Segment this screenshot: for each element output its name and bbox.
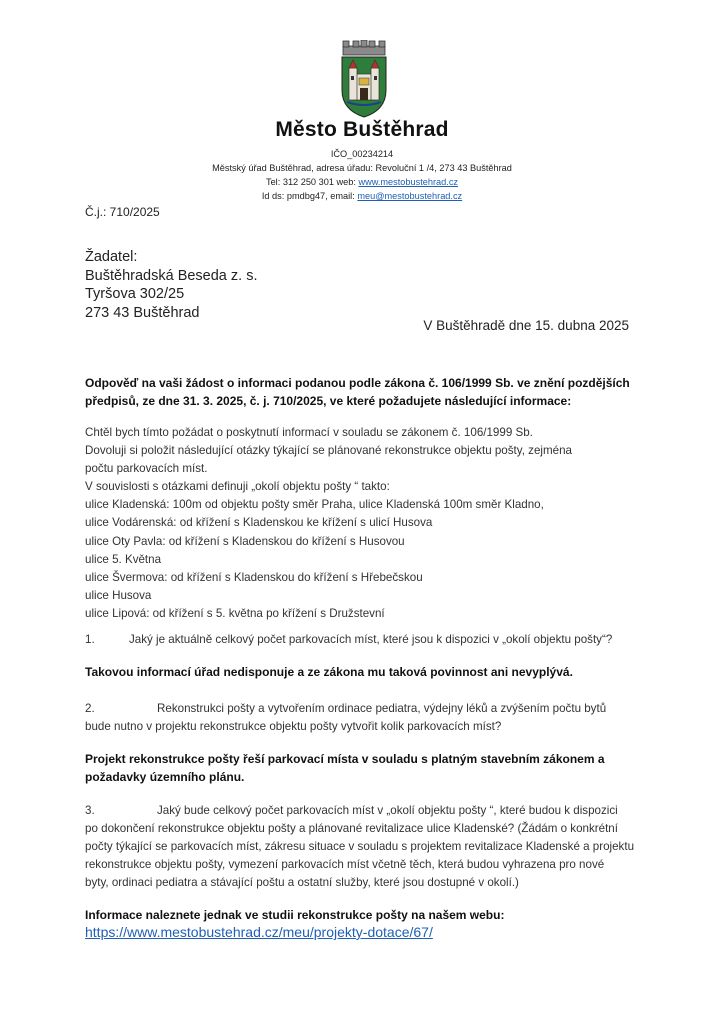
- applicant-city: 273 43 Buštěhrad: [85, 304, 200, 321]
- city-crest: [337, 40, 391, 118]
- question-text-cont: po dokončení rekonstrukce objektu pošty a plánované revitalizace ulice Kladenské? (Žádám o konkrétní: [85, 822, 618, 836]
- answer-2: Projekt rekonstrukce pošty řeší parkovací místa v souladu s platným stavebním zákonem a požadavky územního plánu.: [85, 752, 605, 784]
- request-line: počtu parkovacích míst.: [85, 462, 208, 476]
- intro-paragraph: Odpověď na vaši žádost o informaci podanou podle zákona č. 106/1999 Sb. ve znění pozdějších předpisů, ze dne 31. 3. 2025, č. j. 710/2025, ve které požadujete následující informace:: [85, 376, 630, 408]
- question-number: 3.: [85, 804, 95, 817]
- request-text: [85, 424, 645, 623]
- question-text: Rekonstrukci pošty a vytvořením ordinace pediatra, výdejny léků a zvýšením počtu bytů: [157, 702, 607, 715]
- applicant-block: [85, 248, 258, 322]
- question-number: 1.: [85, 633, 95, 646]
- databox-text: Id ds: pmdbg47, email:: [261, 191, 358, 201]
- answer-1: Takovou informací úřad nedisponuje a ze zákona mu taková povinnost ani nevyplývá.: [85, 665, 573, 679]
- applicant-name: Buštěhradská Beseda z. s.: [85, 267, 258, 284]
- email-link[interactable]: meu@mestobustehrad.cz: [357, 191, 463, 201]
- request-line: ulice 5. Května: [85, 552, 162, 566]
- phone-text: Tel: 312 250 301 web:: [265, 177, 359, 187]
- office-address: Městský úřad Buštěhrad, adresa úřadu: Revoluční 1 /4, 273 43 Buštěhrad: [212, 163, 512, 173]
- city-name: Město Buštěhrad: [275, 118, 449, 141]
- request-line: Dovoluji si položit následující otázky týkající se plánované rekonstrukce objektu pošty, zejména: [85, 444, 572, 458]
- contact-line-phone: [0, 176, 724, 188]
- question-3: [85, 802, 645, 892]
- question-number: 2.: [85, 702, 95, 715]
- request-line: ulice Oty Pavla: od křížení s Kladenskou do křížení s Husovou: [85, 534, 405, 548]
- request-line: ulice Lipová: od křížení s 5. května po křížení s Družstevní: [85, 606, 385, 620]
- request-line: ulice Švermova: od křížení s Kladenskou do křížení s Hřebečskou: [85, 570, 423, 584]
- question-text: Jaký je aktuálně celkový počet parkovacích míst, které jsou k dispozici v „okolí objektu pošty“?: [129, 633, 613, 646]
- request-line: ulice Kladenská: 100m od objektu pošty směr Praha, ulice Kladenská 100m směr Kladno,: [85, 498, 544, 512]
- project-study-link[interactable]: https://www.mestobustehrad.cz/meu/projekty-dotace/67/: [85, 924, 433, 940]
- reference-number: Č.j.: 710/2025: [85, 205, 160, 219]
- question-text-cont: byty, ordinaci pediatra a stávající poštu a ostatní služby, které jsou dostupné v okolí.): [85, 876, 519, 890]
- question-text: Jaký bude celkový počet parkovacích míst v „okolí objektu pošty “, které budou k dispozici: [157, 804, 618, 817]
- request-line: ulice Husova: [85, 588, 152, 602]
- ico-number: IČO_00234214: [330, 149, 394, 159]
- request-line: Chtěl bych tímto požádat o poskytnutí informací v souladu se zákonem č. 106/1999 Sb.: [85, 426, 533, 439]
- question-text-cont: počty týkající se parkovacích míst, zákresu situace v souladu s projektem revitalizace Kladenské a projektu: [85, 840, 635, 854]
- request-line: ulice Vodárenská: od křížení s Kladenskou ke křížení s ulicí Husova: [85, 516, 433, 530]
- question-1: [85, 631, 645, 649]
- request-line: V souvislosti s otázkami definuji „okolí objektu pošty “ takto:: [85, 480, 390, 494]
- contact-line-email: [0, 190, 724, 202]
- applicant-street: Tyršova 302/25: [85, 286, 185, 302]
- answer-3: Informace naleznete jednak ve studii rekonstrukce pošty na našem webu:: [85, 908, 505, 922]
- question-text-cont: bude nutno v projektu rekonstrukce objektu pošty vytvořit kolik parkovacích míst?: [85, 720, 502, 734]
- date-line: V Buštěhradě dne 15. dubna 2025: [423, 318, 629, 333]
- applicant-label: Žadatel:: [85, 249, 138, 265]
- web-link[interactable]: www.mestobustehrad.cz: [358, 177, 459, 187]
- question-text-cont: rekonstrukce objektu pošty, vymezení parkovacích míst včetně těch, která budou vyhrazena pro nové: [85, 858, 605, 872]
- question-2: [85, 700, 645, 736]
